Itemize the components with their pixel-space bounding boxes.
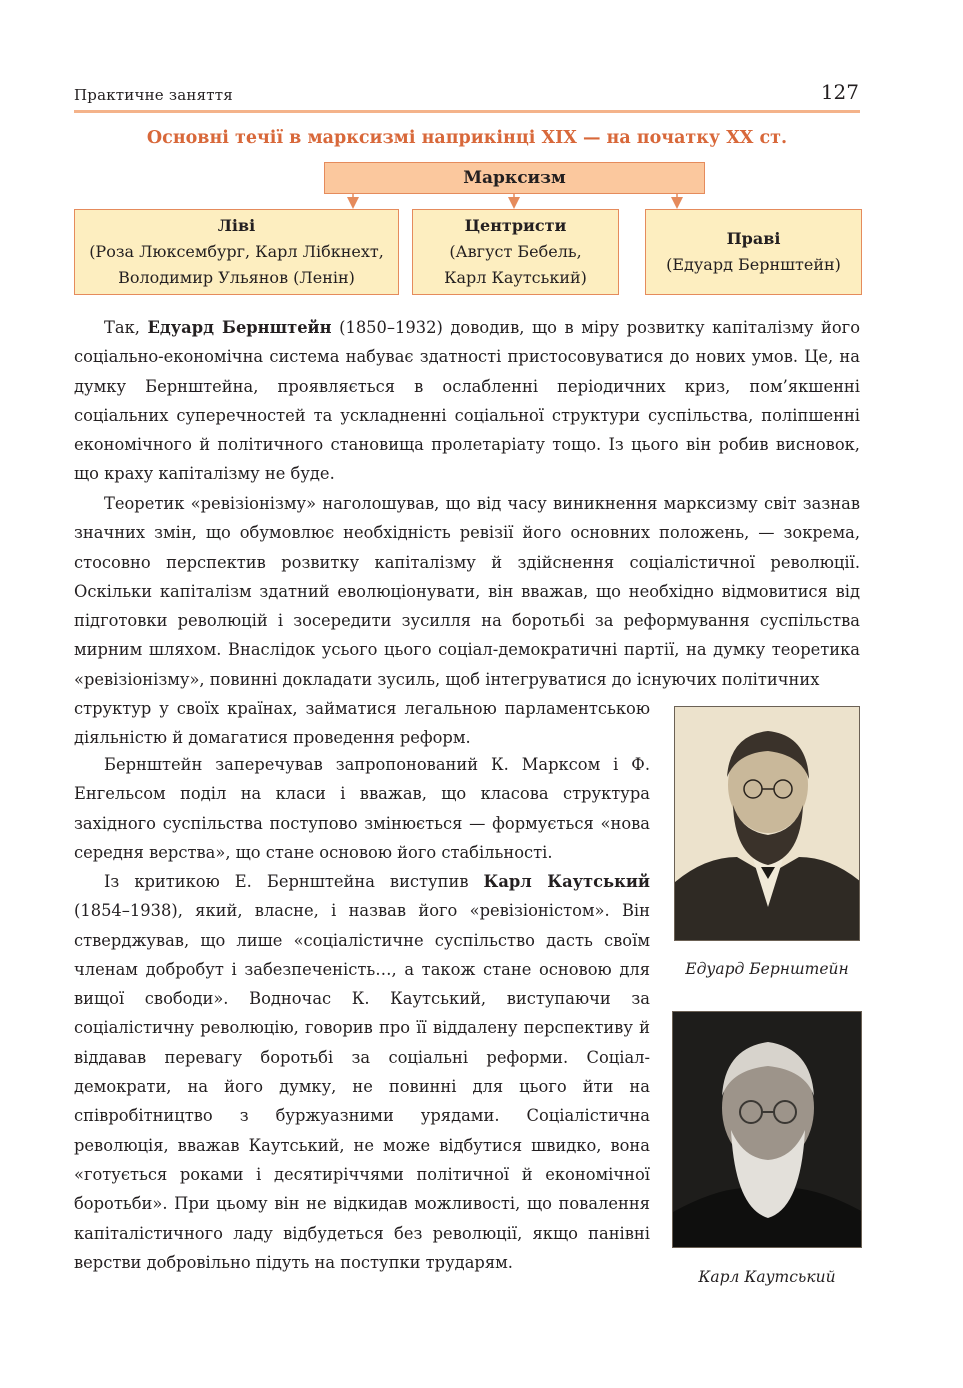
branch-title: Праві — [726, 229, 781, 248]
text-run: Так, — [104, 318, 148, 337]
bernstein-caption: Едуард Бернштейн — [685, 960, 849, 978]
diagram-branch-right — [645, 209, 862, 295]
paragraph-revisionism: Теоретик «ревізіонізму» наголошував, що від часу виникнення марксизму світ зазнав значних змін, що обумовлює необхідність ревізії його основних положень, — зокрема, стосовно перспектив розвитку капіталізму й здійснення соціалістичної революції. Оскільки капіталізм здатний еволюціонувати, він вважав, що необхідно відмовитися від підготовки революцій і зосередити зусилля на боротьбі за реформування суспільства мирним шляхом. Внаслідок усього цього соціал-демократичні партії, на думку теоретика «ревізіонізму», повинні докладати зусиль, щоб інтегруватися до існуючих політичних — [74, 494, 860, 689]
diagram-title: Основні течії в марксизмі наприкінці XIX — на початку XX ст. — [146, 128, 788, 148]
branch-line: (Август Бебель, — [449, 242, 582, 261]
diagram-branch-center — [412, 209, 619, 295]
paragraph-kautsky — [74, 867, 650, 1277]
bold-name: Карл Каутський — [483, 872, 650, 891]
branch-line: (Роза Люксембург, Карл Лібкнехт, — [89, 242, 384, 261]
kautsky-portrait — [672, 1011, 862, 1248]
bold-name: Едуард Бернштейн — [147, 318, 332, 337]
text-run: Із критикою Е. Бернштейна виступив — [104, 872, 484, 891]
branch-title: Ліві — [217, 216, 256, 235]
diagram-root-marxism: Марксизм — [324, 162, 705, 194]
bernstein-portrait — [674, 706, 860, 941]
paragraph-revisionism-cont: структур у своїх країнах, займатися легальною парламентською діяльністю й домагатися проведення реформ. — [74, 699, 650, 748]
paragraph-bernstein — [74, 313, 860, 489]
branch-line: (Едуард Бернштейн) — [666, 255, 841, 274]
paragraph-classes: Бернштейн заперечував запропонований К. Марксом і Ф. Енгельсом поділ на класи і вважав, що класова структура західного суспільства поступово змінюється — формується «нова середня верства», що стане основою його стабільності. — [74, 755, 650, 862]
running-header: Практичне заняття — [74, 86, 233, 104]
text-run: (1850–1932) доводив, що в міру розвитку капіталізму його соціально-економічна система набуває здатності пристосовуватися до нових умов. Це, на думку Бернштейна, проявляється в ослабленні періодичних криз, пом’якшенні соціальних суперечностей та ускладненні соціальної структури суспільства, поліпшенні економічного й політичного становища пролетаріату тощо. Із цього він робив висновок, що краху капіталізму не буде. — [74, 318, 861, 484]
diagram-branch-left — [74, 209, 399, 295]
text-run: (1854–1938), який, власне, і назвав його «ревізіоністом». Він стверджував, що лише «соціалістичне суспільство дасть своїм членам добробут і забезпеченість…, а також стане основою для вищої свободи». Водночас К. Каутський, виступаючи за соціалістичну революцію, говорив про її віддалену перспективу й віддавав перевагу боротьбі за соціальні реформи. Соціал-демократи, на його думку, не повинні для цього йти на співробітництво з буржуазними урядами. Соціалістична революція, вважав Каутський, не може відбутися швидко, вона «готується роками і десятиріччями політичної й економічної боротьби». При цьому він не відкидав можливості, що повалення капіталістичного ладу відбудеться без революції, якщо панівні верстви добровільно підуть на поступки трударям. — [74, 901, 650, 1272]
kautsky-caption: Карл Каутський — [698, 1268, 836, 1286]
branch-line: Карл Каутський) — [444, 268, 587, 287]
page-number: 127 — [820, 80, 859, 104]
branch-title: Центристи — [464, 216, 567, 235]
branch-line: Володимир Ульянов (Ленін) — [118, 268, 355, 287]
